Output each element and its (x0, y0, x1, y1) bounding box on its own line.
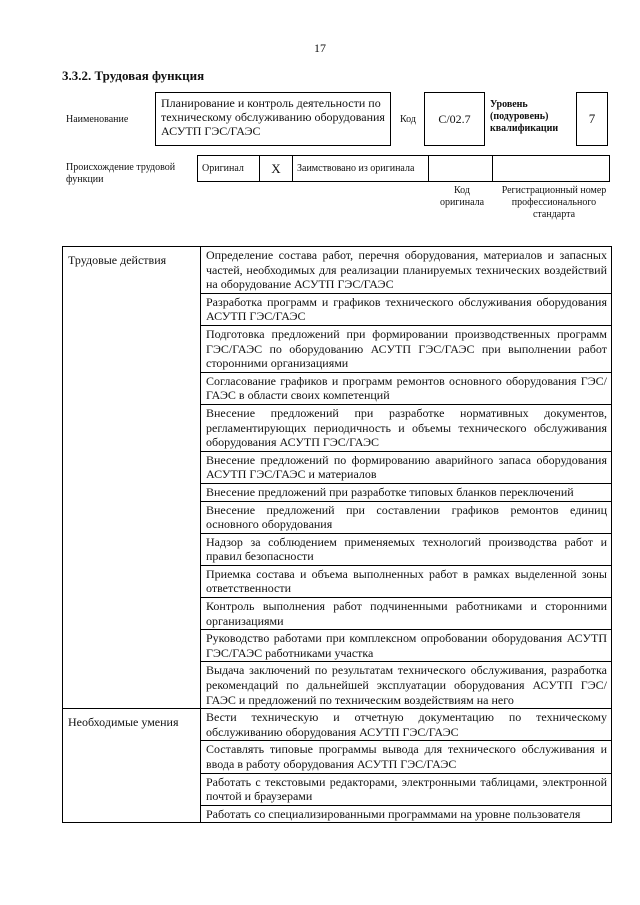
origin-label: Происхождение трудовой функции (66, 162, 176, 185)
function-name-field: Планирование и контроль деятельности по техническому обслуживанию оборудования АСУТП ГЭС/ГАЭС (155, 92, 391, 146)
reg-number-caption: Регистрационный номер профессионального стандарта (501, 185, 607, 220)
list-item: Руководство работами при комплексном опробовании оборудования АСУТП ГЭС/ГАЭС работниками участка (201, 630, 612, 662)
list-item: Составлять типовые программы вывода для технического обслуживания и ввода в работу оборудования АСУТП ГЭС/ГАЭС (201, 741, 612, 773)
list-item: Внесение предложений по формированию аварийного запаса оборудования АСУТП ГЭС/ГАЭС и материалов (201, 451, 612, 483)
section-heading: Необходимые умения (63, 709, 201, 823)
section-heading: Трудовые действия (63, 247, 201, 709)
list-item: Надзор за соблюдением применяемых технологий производства работ и правил безопасности (201, 533, 612, 565)
section-title: 3.3.2. Трудовая функция (62, 68, 205, 83)
list-item: Внесение предложений при разработке нормативных документов, регламентирующих периодичность и объемы технического обслуживания оборудования АСУТП ГЭС/ГАЭС (201, 404, 612, 451)
list-item: Выдача заключений по результатам технического обслуживания, разработка рекомендаций по дальнейшей эксплуатации оборудования АСУТП ГЭС/ГАЭС и предложений по техническим воздействиям на него (201, 662, 612, 709)
origin-table (197, 155, 610, 182)
list-item: Внесение предложений при составлении графиков ремонтов единиц основного оборудования (201, 501, 612, 533)
name-label: Наименование (66, 114, 129, 125)
reg-number-cell (493, 156, 610, 182)
borrowed-label: Заимствовано из оригинала (293, 156, 429, 182)
level-field: 7 (576, 92, 608, 146)
code-original-cell (429, 156, 493, 182)
list-item: Определение состава работ, перечня оборудования, материалов и запасных частей, необходимых для реализации планируемых технических воздействий на оборудование АСУТП ГЭС/ГАЭС (201, 247, 612, 294)
list-item: Подготовка предложений при формировании производственных программ ГЭС/ГАЭС по оборудованию АСУТП ГЭС/ГАЭС при выполнении работ сторонними организациями (201, 325, 612, 372)
list-item: Внесение предложений при разработке типовых бланков переключений (201, 483, 612, 501)
function-table-body (63, 247, 612, 823)
list-item: Разработка программ и графиков технического обслуживания оборудования АСУТП ГЭС/ГАЭС (201, 293, 612, 325)
table-row (63, 247, 612, 294)
list-item: Вести техническую и отчетную документацию по техническому обслуживанию оборудования АСУТП ГЭС/ГАЭС (201, 709, 612, 741)
table-row (63, 709, 612, 741)
code-label: Код (400, 114, 416, 125)
list-item: Работать со специализированными программами на уровне пользователя (201, 805, 612, 823)
level-label: Уровень (подуровень) квалификации (490, 99, 559, 134)
list-item: Приемка состава и объема выполненных работ в рамках выделенной зоны ответственности (201, 565, 612, 597)
original-mark: X (260, 156, 293, 182)
code-original-caption: Код оригинала (439, 185, 485, 208)
list-item: Контроль выполнения работ подчиненными работниками и сторонними организациями (201, 598, 612, 630)
original-label: Оригинал (198, 156, 260, 182)
list-item: Согласование графиков и программ ремонтов основного оборудования ГЭС/ГАЭС в области своих компетенций (201, 372, 612, 404)
page-number: 17 (314, 41, 326, 55)
function-table (62, 246, 612, 823)
code-field: С/02.7 (424, 92, 485, 146)
list-item: Работать с текстовыми редакторами, электронными таблицами, электронной почтой и браузерами (201, 773, 612, 805)
